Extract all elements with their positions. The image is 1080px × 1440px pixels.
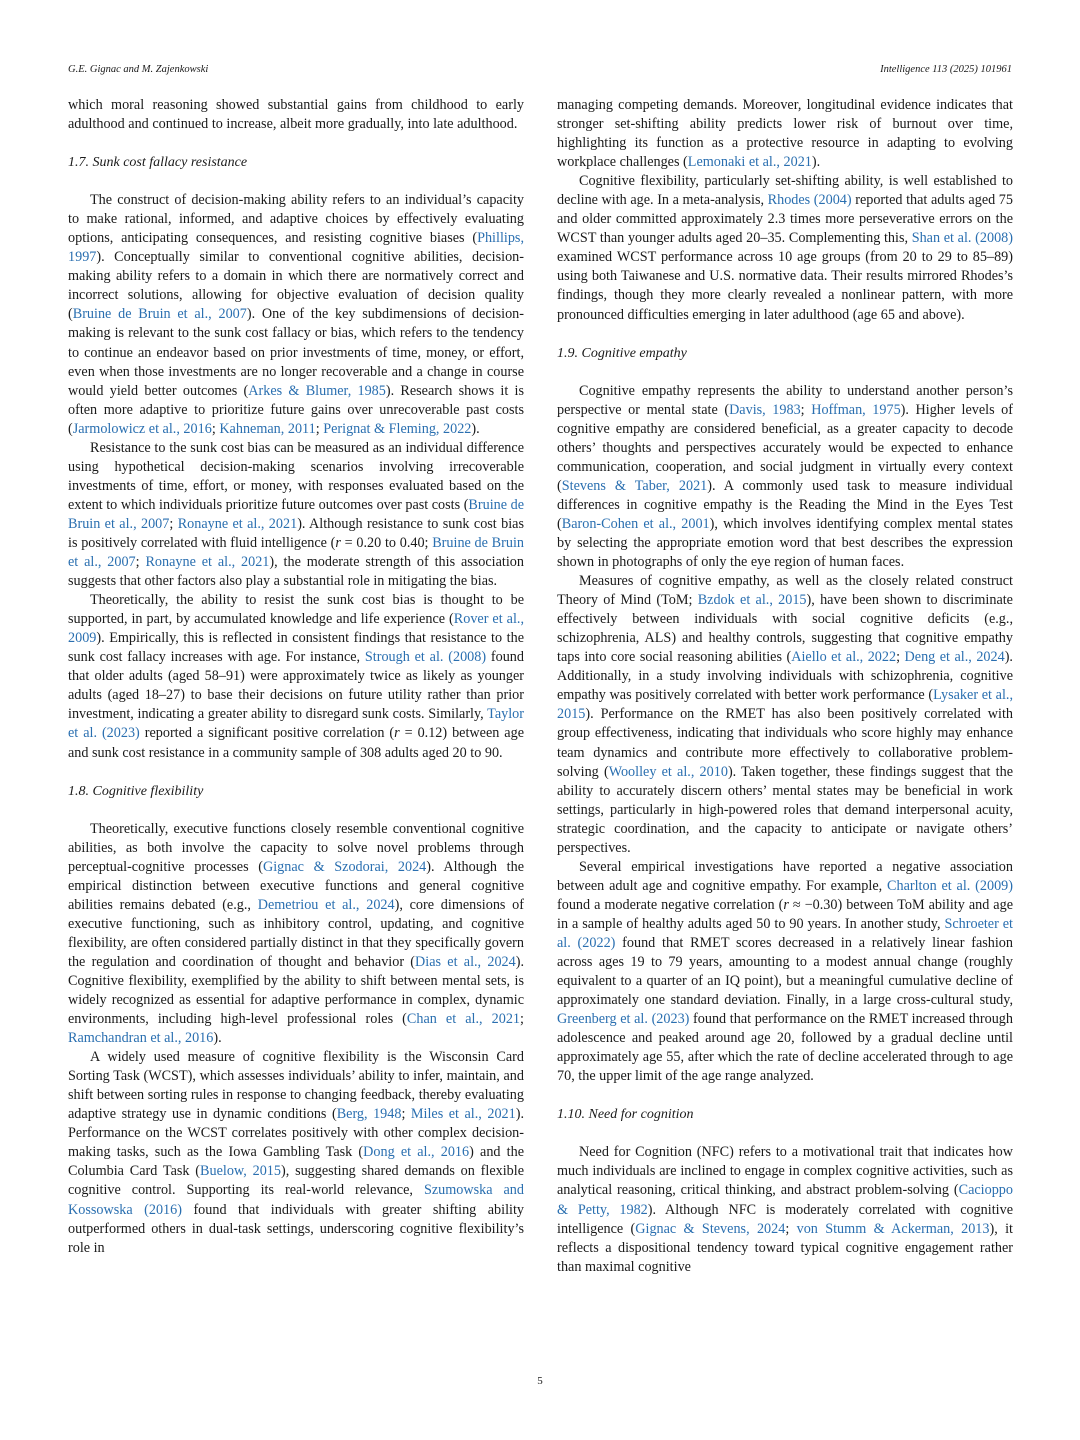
citation-link[interactable]: Gignac & Szodorai, 2024 [262,858,427,875]
citation-link[interactable]: Stevens & Taber, 2021 [561,477,708,494]
text-run: The construct of decision-making ability refers to an individual’s capacity to make rational, informed, and adaptive choices by effectively evaluating options, anticipating consequences, and resisting cognitive biases ( [68,192,524,247]
citation-link[interactable]: Gignac & Stevens, 2024 [635,1220,786,1237]
text-run: ; [800,401,812,418]
text-run: ; [401,1106,411,1123]
citation-link[interactable]: Ramchandran et al., 2016 [68,1030,214,1047]
text-run: ). Empirically, this is reflected in consistent findings that resistance to the sunk cost fallacy increases with age. For instance, [68,630,524,666]
text-run: ). Although NFC is moderately correlated with cognitive intelligence ( [557,1201,1013,1237]
citation-link[interactable]: Ronayne et al., 2021 [145,554,270,571]
citation-link[interactable]: Lysaker et al., 2015 [557,687,1013,723]
paragraph [68,96,524,134]
citation-link[interactable]: Demetriou et al., 2024 [257,896,395,913]
citation-link[interactable]: Davis, 1983 [729,401,801,418]
right-column [557,96,1013,1277]
text-run: ). Additionally, in a study involving individuals with schizophrenia, cognitive empathy was positively correlated with better work performance ( [557,649,1013,704]
text-run: r [394,725,400,742]
citation-link[interactable]: Bzdok et al., 2015 [697,592,807,609]
text-run: ). Although resistance to sunk cost bias is positively correlated with fluid intelligence ( [68,515,524,551]
text-run: Several empirical investigations have reported a negative association between adult age and cognitive empathy. For example, [557,858,1013,894]
text-run: managing competing demands. Moreover, longitudinal evidence indicates that stronger set-shifting ability predicts lower risk of burnout over time, highlighting its function as a protective resource in adapting to evolving workplace challenges ( [557,97,1013,171]
citation-link[interactable]: Cacioppo & Petty, 1982 [557,1182,1013,1218]
text-run: found a moderate negative correlation ( [557,896,784,913]
paragraph [557,572,1013,858]
section-heading: 1.8. Cognitive flexibility [68,783,204,799]
citation-link[interactable]: Dias et al., 2024 [415,953,516,970]
text-run: Need for Cognition (NFC) refers to a motivational trait that indicates how much individuals are inclined to engage in complex cognitive activities, such as analytical reasoning, critical thinking, and abstract problem-solving ( [557,1144,1013,1199]
text-run: ). Conceptually similar to conventional cognitive abilities, decision-making ability refers to a domain in which there are normatively correct and incorrect solutions, allowing for objective evaluation of decision quality ( [68,249,524,323]
text-run: ), have been shown to discriminate effectively between individuals with social cognitive deficits (e.g., schizophrenia, ALS) and healthy controls, suggesting that cognitive empathy taps into core social reasoning abilities ( [557,592,1013,666]
text-run: ). Higher levels of cognitive empathy are considered beneficial, as a greater capacity to decode others’ thoughts and perspectives accurately would be expected to enhance communication, cooperation, and social judgment in virtually every context ( [557,401,1013,494]
text-run: ). [471,420,480,437]
text-run: ). Taken together, these findings suggest that the ability to accurately discern others’ mental states may be beneficial in work settings, particularly in high-powered roles that demand interpersonal acuity, strategic coordination, and the capacity to anticipate or navigate others’ perspectives. [557,763,1013,856]
text-run: ). A commonly used task to measure individual differences in cognitive empathy is the Reading the Mind in the Eyes Test ( [557,477,1013,532]
citation-link[interactable]: Arkes & Blumer, 1985 [248,382,386,399]
citation-link[interactable]: Charlton et al. (2009) [887,877,1013,894]
section-heading: 1.9. Cognitive empathy [557,345,687,361]
text-run: ; [896,649,905,666]
text-run: found that individuals with greater shifting ability outperformed others in dual-task settings, underscoring cognitive flexibility’s role in [68,1201,524,1256]
text-run: reported that adults aged 75 and older committed approximately 2.3 times more perseverative errors on the WCST than younger adults aged 20–35. Complementing this, [557,192,1013,247]
citation-link[interactable]: Rover et al., 2009 [68,611,524,647]
paragraph [557,172,1013,324]
text-run: ). Research shows it is often more adaptive to prioritize future gains over unrecoverable past costs ( [68,382,524,437]
text-run: ; [169,515,178,532]
text-run: ) and the Columbia Card Task ( [68,1144,525,1180]
text-run: Theoretically, executive functions closely resemble conventional cognitive abilities, as both involve the capacity to solve novel problems through perceptual-cognitive processes ( [68,820,524,875]
citation-link[interactable]: Lemonaki et al., 2021 [687,154,812,171]
text-run: ; [135,554,146,571]
citation-link[interactable]: von Stumm & Ackerman, 2013 [796,1220,990,1237]
citation-link[interactable]: Buelow, 2015 [200,1163,281,1180]
text-run: ). [213,1030,222,1047]
citation-link[interactable]: Chan et al., 2021 [406,1011,521,1028]
text-run: Cognitive empathy represents the ability to understand another person’s perspective or mental state ( [557,382,1013,418]
paragraph [68,439,524,591]
text-run: ; [211,420,220,437]
citation-link[interactable]: Strough et al. (2008) [364,649,487,666]
citation-link[interactable]: Aiello et al., 2022 [791,649,897,666]
text-run: ), core dimensions of executive functioning, such as inhibitory control, updating, and cognitive flexibility, are often considered partially distinct in that they specifically govern the regulation and coordination of thought and behavior ( [68,896,525,970]
text-run: Cognitive flexibility, particularly set-shifting ability, is well established to decline with age. In a meta-analysis, [557,173,1013,209]
text-run: ). Cognitive flexibility, exemplified by the ability to shift between mental sets, is widely recognized as essential for adaptive performance in complex, dynamic environments, including high-level professional roles ( [68,953,525,1028]
text-run: ). Although the empirical distinction between executive functions and general cognitive abilities remains debated (e.g., [68,858,524,913]
citation-link[interactable]: Phillips, 1997 [68,230,524,266]
citation-link[interactable]: Deng et al., 2024 [904,649,1005,666]
text-run: ; [785,1220,797,1237]
text-run: ), suggesting shared demands on flexible cognitive control. Supporting its real-world relevance, [68,1163,524,1199]
paragraph [68,820,524,1049]
running-header-authors: G.E. Gignac and M. Zajenkowski [68,64,209,75]
text-run: r [783,896,789,913]
citation-link[interactable]: Jarmolowicz et al., 2016 [72,420,212,437]
text-run: ). One of the key subdimensions of decision-making is relevant to the sunk cost fallacy or bias, which refers to the tendency to continue an endeavor based on prior investments of time, money, or effort, even when those investments are no longer recoverable and a change in course would yield better outcomes ( [68,306,524,399]
text-run: ; [315,420,324,437]
text-run: ), it reflects a dispositional tendency toward typical cognitive engagement rather than maximal cognitive [557,1220,1013,1275]
text-run: found that performance on the RMET increased through adolescence and peaked around age 20, followed by a gradual decline until approximately age 55, after which the rate of decline accelerated through to age 70, the upper limit of the age range analyzed. [557,1011,1013,1085]
text-run: Theoretically, the ability to resist the sunk cost bias is thought to be supported, in part, by accumulated knowledge and life experience ( [68,592,524,628]
citation-link[interactable]: Berg, 1948 [336,1106,402,1123]
citation-link[interactable]: Ronayne et al., 2021 [177,515,298,532]
page-number: 5 [537,1375,543,1387]
left-column [68,96,524,1258]
citation-link[interactable]: Schroeter et al. (2022) [557,915,1014,951]
citation-link[interactable]: Dong et al., 2016 [363,1144,470,1161]
citation-link[interactable]: Baron-Cohen et al., 2001 [561,515,710,532]
citation-link[interactable]: Woolley et al., 2010 [608,763,728,780]
text-run: ). [811,154,821,171]
text-run: A widely used measure of cognitive flexibility is the Wisconsin Card Sorting Task (WCST), which assesses individuals’ ability to infer, maintain, and shift between sorting rules in response to changing feedback, thereby evaluating adaptive strategy use in dynamic conditions ( [68,1049,524,1123]
citation-link[interactable]: Perignat & Fleming, 2022 [323,420,472,437]
citation-link[interactable]: Greenberg et al. (2023) [557,1011,690,1028]
text-run: ), the moderate strength of this association suggests that other factors also play a substantial role in mitigating the bias. [68,554,524,590]
citation-link[interactable]: Rhodes (2004) [767,192,852,209]
text-run: = 0.12) between age and sunk cost resistance in a community sample of 308 adults aged 20 to 90. [68,725,524,761]
text-run: ; [520,1011,524,1028]
text-run: examined WCST performance across 10 age groups (from 20 to 29 to 85–89) using both Taiwanese and U.S. normative data. Their results mirrored Rhodes’s findings, though they more clearly revealed a nonlinear pattern, with more pronounced difficulties emerging in later adulthood (age 65 and above). [557,249,1013,323]
text-run: ≈ −0.30) between ToM ability and age in a sample of healthy adults aged 50 to 90 years. In another study, [557,896,1013,932]
citation-link[interactable]: Szumowska and Kossowska (2016) [68,1182,524,1218]
text-run: reported a significant positive correlation ( [139,725,395,742]
running-header-journal: Intelligence 113 (2025) 101961 [880,64,1012,75]
text-run: which moral reasoning showed substantial gains from childhood to early adulthood and continued to increase, albeit more gradually, into late adulthood. [68,97,524,133]
paragraph [557,1143,1013,1276]
text-run: ). Performance on the RMET has also been positively correlated with group effectiveness, indicating that individuals who score highly may enhance team dynamics and contribute more effectively to collaborative problem-solving ( [557,706,1013,780]
paragraph [557,96,1013,172]
text-run: ), which involves identifying complex mental states by selecting the appropriate emotion word that best describes the expression shown in photographs of only the eye region of human faces. [557,515,1013,571]
citation-link[interactable]: Bruine de Bruin et al., 2007 [68,496,524,532]
citation-link[interactable]: Miles et al., 2021 [410,1106,516,1123]
paragraph [557,858,1013,1087]
citation-link[interactable]: Bruine de Bruin et al., 2007 [72,306,247,323]
paragraph [68,591,524,762]
section-heading: 1.7. Sunk cost fallacy resistance [68,155,248,171]
citation-link[interactable]: Taylor et al. (2023) [68,706,524,742]
section-heading: 1.10. Need for cognition [557,1107,694,1123]
paragraph [68,1048,524,1258]
citation-link[interactable]: Kahneman, 2011 [219,420,316,437]
text-run: found that RMET scores decreased in a relatively linear fashion across ages 19 to 79 years, amounting to a modest annual change (roughly equivalent to a quarter of an IQ point), but a meaningful cumulative decline of approximately one standard deviation. Finally, in a large cross-cultural study, [557,934,1013,1009]
text-run: = 0.20 to 0.40; [340,534,433,551]
text-run: Measures of cognitive empathy, as well as the closely related construct Theory of Mind (ToM; [557,573,1013,609]
paragraph [68,191,524,439]
text-run: ). Performance on the WCST correlates positively with other complex decision-making tasks, such as the Iowa Gambling Task ( [68,1106,525,1161]
citation-link[interactable]: Bruine de Bruin et al., 2007 [68,534,524,571]
paragraph [557,382,1013,572]
text-run: r [335,534,341,551]
text-run: found that older adults (aged 58–91) were approximately twice as likely as younger adults (aged 18–27) to base their decisions on future utility rather than prior investment, indicating a greater ability to disregard sunk costs. Similarly, [68,649,524,723]
text-run: Resistance to the sunk cost bias can be measured as an individual difference using hypothetical decision-making scenarios involving irrecoverable investments of time, effort, or money, with responses evaluated based on the extent to which individuals prioritize future outcomes over past costs ( [68,439,524,513]
citation-link[interactable]: Hoffman, 1975 [811,401,901,418]
citation-link[interactable]: Shan et al. (2008) [911,230,1013,247]
